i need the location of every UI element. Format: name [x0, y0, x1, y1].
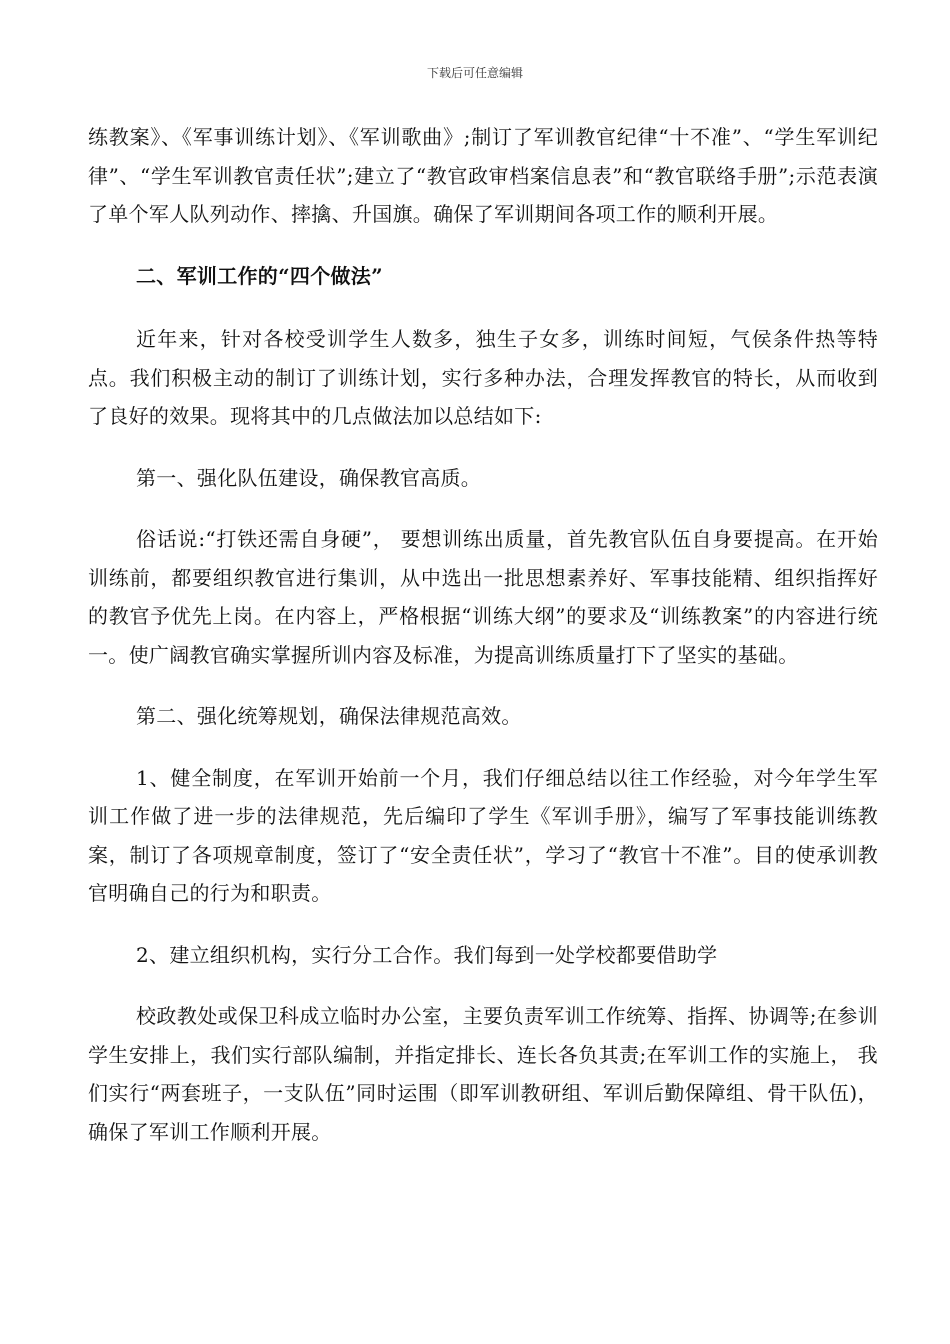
subheading-second: 第二、强化统筹规划，确保法律规范高效。: [136, 704, 522, 728]
paragraph-continuation: 练教案》、《军事训练计划》、《军训歌曲》;制订了军训教官纪律“十不准”、“学生军训纪律”、“学生军训教官责任状”;建立了“教官政审档案信息表”和“教官联络手册”;示范表演了单个军人队列动作、摔擒、升国旗。确保了军训期间各项工作的顺利开展。: [88, 125, 878, 226]
paragraph: 俗话说:“打铁还需自身硬”， 要想训练出质量，首先教官队伍自身要提高。在开始训练前，都要组织教官进行集训，从中选出一批思想素养好、军事技能精、组织指挥好的教官予优先上岗。在内容上，严格根据“训练大纲”的要求及“训练教案”的内容进行统一。使广阔教官确实掌握所训内容及标准，为提高训练质量打下了坚实的基础。: [88, 527, 878, 667]
paragraph: 2、建立组织机构，实行分工合作。我们每到一处学校都要借助学: [136, 942, 718, 967]
paragraph: 近年来，针对各校受训学生人数多，独生子女多，训练时间短，气侯条件热等特点。我们积极主动的制订了训练计划，实行多种办法，合理发挥教官的特长，从而收到了良好的效果。现将其中的几点做法加以总结如下:: [88, 327, 878, 428]
section-heading: 二、军训工作的“四个做法”: [136, 263, 383, 288]
paragraph: 1、健全制度，在军训开始前一个月，我们仔细总结以往工作经验，对今年学生军训工作做了进一步的法律规范，先后编印了学生《军训手册》，编写了军事技能训练教案，制订了各项规章制度，签订了“安全责任状”，学习了“教官十不准”。目的使承训教官明确自己的行为和职责。: [88, 765, 878, 905]
subheading-first: 第一、强化队伍建设，确保教官高质。: [136, 465, 482, 490]
document-body: [88, 118, 878, 1174]
paragraph: 校政教处或保卫科成立临时办公室，主要负责军训工作统筹、指挥、协调等;在参训学生安排上，我们实行部队编制，并指定排长、连长各负其责;在军训工作的实施上， 我们实行“两套班子，一支队伍”同时运围（即军训教研组、军训后勤保障组、骨干队伍)，确保了军训工作顺利开展。: [88, 1004, 878, 1144]
page-header: 下载后可任意编辑: [426, 66, 523, 80]
